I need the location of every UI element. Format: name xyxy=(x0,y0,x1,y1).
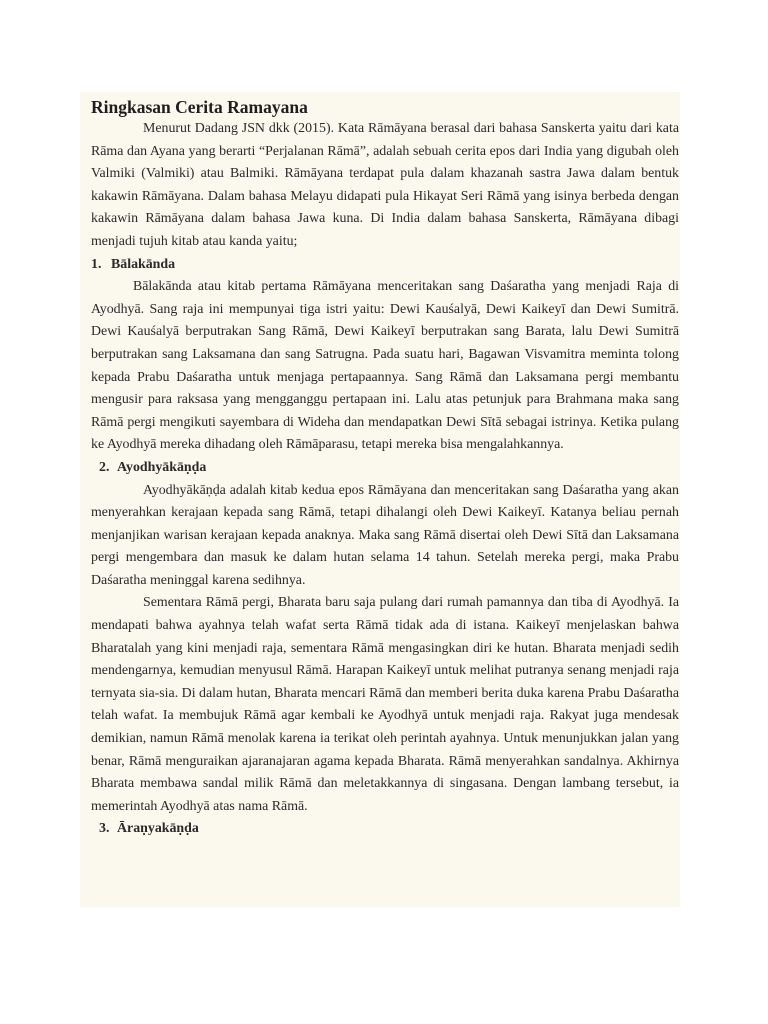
section-heading-aranyakanda xyxy=(91,818,679,841)
section-number: 1. xyxy=(91,256,102,272)
section-title: Bālakānda xyxy=(111,256,176,272)
document-content xyxy=(91,96,679,841)
intro-paragraph: Menurut Dadang JSN dkk (2015). Kata Rāmāyana berasal dari bahasa Sanskerta yaitu dari kata Rāma dan Ayana yang berarti “Perjalanan Rāmā”, adalah sebuah cerita epos dari India yang digubah oleh Valmiki (Valmiki) atau Balmiki. Rāmāyana terdapat pula dalam khazanah sastra Jawa dalam bentuk kakawin Rāmāyana. Dalam bahasa Melayu didapati pula Hikayat Seri Rāmā yang isinya berbeda dengan kakawin Rāmāyana dalam bahasa Jawa kuna. Di India dalam bahasa Sanskerta, Rāmāyana dibagi menjadi tujuh kitab atau kanda yaitu; xyxy=(91,121,679,249)
section-title: Āraṇyakāṇḍa xyxy=(117,821,199,837)
section-number: 3. xyxy=(99,821,110,837)
section-paragraph: Sementara Rāmā pergi, Bharata baru saja pulang dari rumah pamannya dan tiba di Ayodhyā. Ia mendapati bahwa ayahnya telah wafat serta Rāmā tidak ada di istana. Kaikeyī menjelaskan bahwa Bharatalah yang kini menjadi raja, sementara Rāmā mengasingkan diri ke hutan. Bharata menjadi sedih mendengarnya, kemudian menyusul Rāmā. Harapan Kaikeyī untuk melihat putranya senang menjadi raja ternyata sia-sia. Di dalam hutan, Bharata mencari Rāmā dan memberi berita duka karena Prabu Daśaratha telah wafat. Ia membujuk Rāmā agar kembali ke Ayodhyā untuk menjadi raja. Rakyat juga mendesak demikian, namun Rāmā menolak karena ia terikat oleh perintah ayahnya. Untuk menunjukkan jalan yang benar, Rāmā menguraikan ajaranajaran agama kepada Bharata. Rāmā menyerahkan sandalnya. Akhirnya Bharata membawa sandal milik Rāmā dan meletakkannya di singasana. Dengan lambang tersebut, ia memerintah Ayodhyā atas nama Rāmā. xyxy=(91,595,679,814)
section-number: 2. xyxy=(99,459,110,475)
section-heading-ayodhyakanda xyxy=(91,457,679,480)
section-title: Ayodhyākāṇḍa xyxy=(117,459,207,475)
document-page xyxy=(80,92,680,907)
section-paragraph: Ayodhyākāṇḍa adalah kitab kedua epos Rāmāyana dan menceritakan sang Daśaratha yang akan menyerahkan kerajaan kepada sang Rāmā, tetapi dihalangi oleh Dewi Kaikeyī. Katanya beliau pernah menjanjikan warisan kerajaan kepada anaknya. Maka sang Rāmā disertai oleh Dewi Sītā dan Laksamana pergi mengembara dan masuk ke dalam hutan selama 14 tahun. Setelah mereka pergi, maka Prabu Daśaratha meninggal karena sedihnya. xyxy=(91,482,679,588)
section-heading-balakanda xyxy=(91,254,679,277)
document-title: Ringkasan Cerita Ramayana xyxy=(91,97,308,117)
section-paragraph: Bālakānda atau kitab pertama Rāmāyana menceritakan sang Daśaratha yang menjadi Raja di Ayodhyā. Sang raja ini mempunyai tiga istri yaitu: Dewi Kauśalyā, Dewi Kaikeyī dan Dewi Sumitrā. Dewi Kauśalyā berputrakan Sang Rāmā, Dewi Kaikeyī berputrakan sang Barata, lalu Dewi Sumitrā berputrakan sang Laksamana dan sang Satrugna. Pada suatu hari, Bagawan Visvamitra meminta tolong kepada Prabu Daśaratha untuk menjaga pertapaannya. Sang Rāmā dan Laksamana pergi membantu mengusir para raksasa yang mengganggu pertapaan ini. Lalu atas petunjuk para Brahmana maka sang Rāmā pergi mengikuti sayembara di Wideha dan mendapatkan Dewi Sītā sebagai istrinya. Ketika pulang ke Ayodhyā mereka dihadang oleh Rāmāparasu, tetapi mereka bisa mengalahkannya. xyxy=(91,279,679,453)
